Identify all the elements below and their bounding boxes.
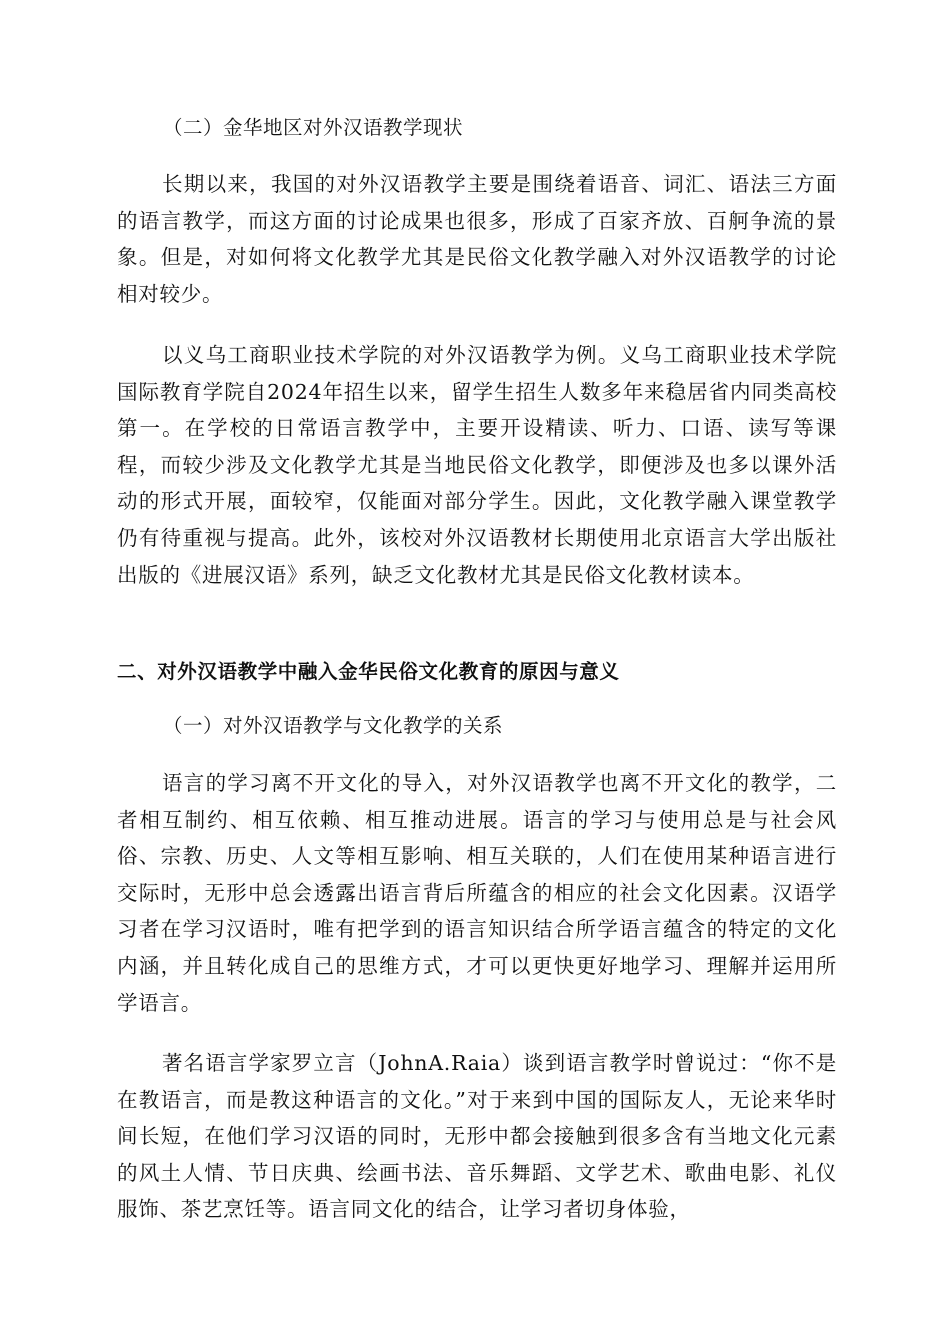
subsection-heading-relationship: （一）对外汉语教学与文化教学的关系 bbox=[163, 714, 504, 737]
paragraph-language-culture: 语言的学习离不开文化的导入，对外汉语教学也离不开文化的教学，二者相互制约、相互依赖、相互推动进展。语言的学习与使用总是与社会风俗、宗教、历史、人文等相互影响、相互关联的，人们在使用某种语言进行交际时，无形中总会透露出语言背后所蕴含的相应的社会文化因素。汉语学习者在学习汉语时，唯有把学到的语言知识结合所学语言蕴含的特定的文化内涵，并且转化成自己的思维方式，才可以更快更好地学习、理解并运用所学语言。 bbox=[117, 771, 837, 1015]
paragraph-raia-quote: 著名语言学家罗立言（JohnA.Raia）谈到语言教学时曾说过：“你不是在教语言，而是教这种语言的文化。”对于来到中国的国际友人，无论来华时间长短，在他们学习汉语的同时，无形中都会接触到很多含有当地文化元素的风土人情、节日庆典、绘画书法、音乐舞蹈、文学艺术、歌曲电影、礼仪服饰、茶艺烹饪等。语言同文化的结合，让学习者切身体验， bbox=[117, 1051, 837, 1222]
section-heading-reasons-significance: 二、对外汉语教学中融入金华民俗文化教育的原因与意义 bbox=[117, 660, 620, 683]
subsection-heading-jinhua-status: （二）金华地区对外汉语教学现状 bbox=[163, 116, 464, 139]
paragraph-yiwu-example: 以义乌工商职业技术学院的对外汉语教学为例。义乌工商职业技术学院国际教育学院自2024年招生以来，留学生招生人数多年来稳居省内同类高校第一。在学校的日常语言教学中，主要开设精读、听力、口语、读写等课程，而较少涉及文化教学尤其是当地民俗文化教学，即便涉及也多以课外活动的形式开展，面较窄，仅能面对部分学生。因此，文化教学融入课堂教学仍有待重视与提高。此外，该校对外汉语教材长期使用北京语言大学出版社出版的《进展汉语》系列，缺乏文化教材尤其是民俗文化教材读本。 bbox=[117, 343, 837, 587]
paragraph-teaching-overview: 长期以来，我国的对外汉语教学主要是围绕着语音、词汇、语法三方面的语言教学，而这方面的讨论成果也很多，形成了百家齐放、百舸争流的景象。但是，对如何将文化教学尤其是民俗文化教学融入对外汉语教学的讨论相对较少。 bbox=[117, 172, 837, 306]
